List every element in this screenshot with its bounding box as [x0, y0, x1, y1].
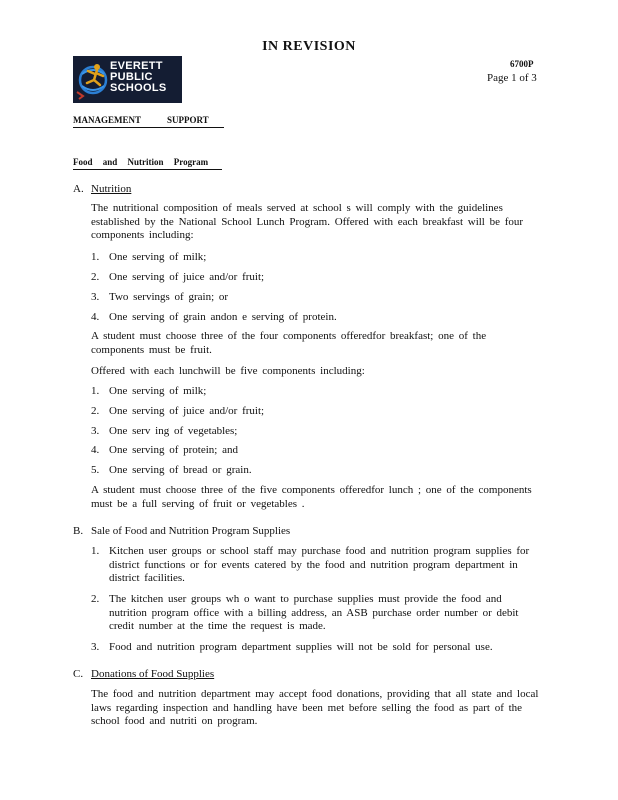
- section-a-title: Nutrition: [91, 183, 132, 195]
- section-b-heading: [0, 525, 618, 539]
- section-c-text: The food and nutrition department may accept food donations, providing that all state and local laws regarding inspection and handling have been met before selling the food as part of the school food and nutriti on program.: [91, 688, 539, 727]
- logo-wordmark: EVERETT PUBLIC SCHOOLS: [110, 60, 167, 94]
- section-a-intro: The nutritional composition of meals served at school s will comply with the guidelines established by the National School Lunch Program. Offered with each breakfast will be four components including:: [91, 202, 524, 241]
- section-c-title: Donations of Food Supplies: [91, 668, 215, 680]
- list-item: 2. The kitchen user groups wh o want to purchase supplies must provide the food and nutrition program office with a billing address, an ASB purchase order number or debit credit number at the time the request is made.: [91, 593, 519, 632]
- list-item: 1. Kitchen user groups or school staff may purchase food and nutrition program supplies for district functions or for events catered by the food and nutrition program department in district facilities.: [91, 545, 530, 584]
- policy-code: 6700P: [510, 59, 534, 69]
- section-a-letter: A.: [73, 183, 84, 195]
- section-c-heading: [0, 668, 618, 682]
- district-logo: [73, 56, 182, 103]
- lunch-note: A student must choose three of the five components offeredfor lunch ; one of the components must be a full serving of fruit or vegetables .: [91, 484, 532, 510]
- section-a-heading: [0, 183, 618, 197]
- breakfast-note: A student must choose three of the four components offeredfor breakfast; one of the components must be fruit.: [91, 330, 487, 356]
- page-title: IN REVISION: [262, 39, 356, 54]
- category-label: MANAGEMENT: [73, 115, 141, 125]
- section-c-letter: C.: [73, 668, 84, 680]
- section-b-title: Sale of Food and Nutrition Program Supplies: [91, 525, 291, 537]
- page-number: Page 1 of 3: [487, 72, 537, 84]
- section-b-letter: B.: [73, 525, 84, 537]
- subcategory-label: SUPPORT: [167, 115, 209, 125]
- policy-category: [73, 115, 224, 128]
- list-item: 3. Food and nutrition program department supplies will not be sold for personal use.: [91, 641, 493, 653]
- program-heading: Food and Nutrition Program: [73, 157, 222, 170]
- lunch-intro: Offered with each lunchwill be five components including:: [91, 365, 365, 377]
